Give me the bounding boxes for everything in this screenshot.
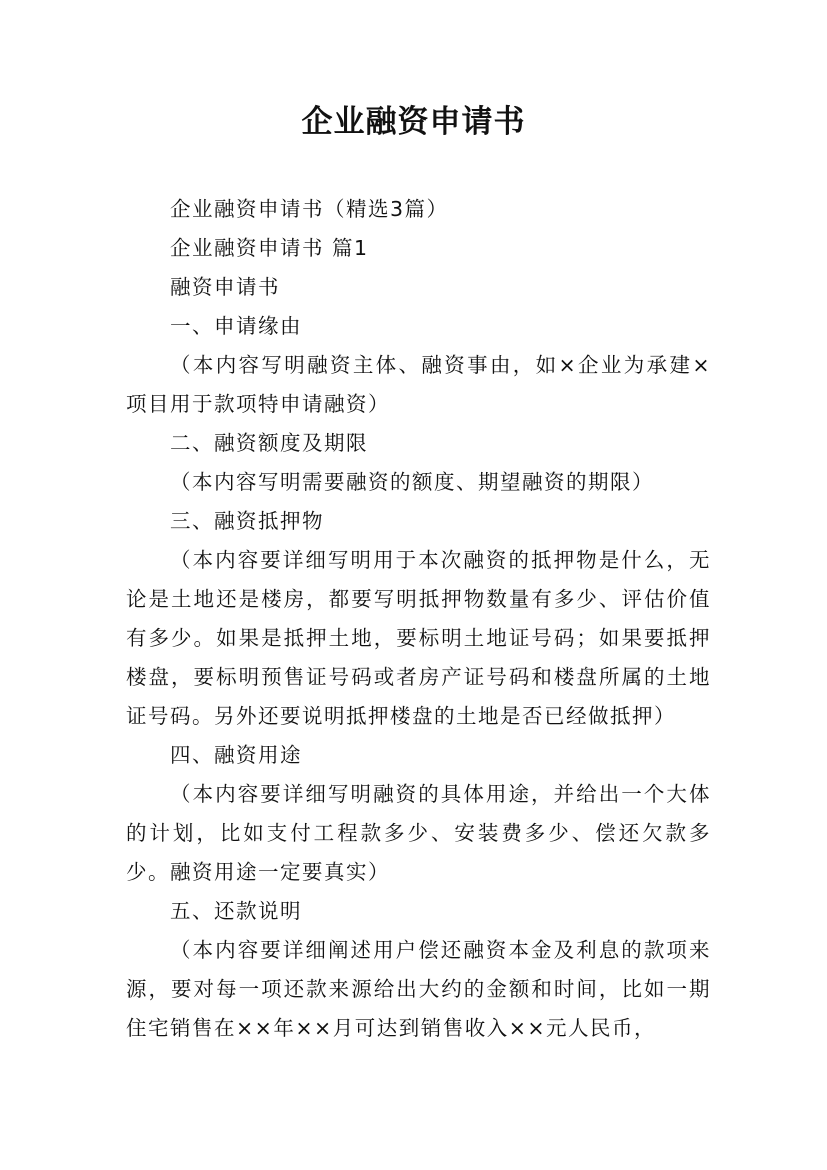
paragraph-application-reason: （本内容写明融资主体、融资事由，如×企业为承建×项目用于款项特申请融资） [126, 353, 711, 416]
paragraph-subtitle: 企业融资申请书（精选3篇） [170, 197, 449, 221]
heading-repayment: 五、还款说明 [170, 899, 302, 923]
heading-financing-use: 四、融资用途 [170, 743, 302, 767]
heading-application-reason: 一、申请缘由 [170, 314, 302, 338]
document-body [126, 190, 711, 1048]
heading-collateral: 三、融资抵押物 [170, 509, 324, 533]
document-title: 企业融资申请书 [301, 104, 526, 140]
paragraph-section-heading: 企业融资申请书 篇1 [170, 236, 369, 260]
paragraph-doc-heading: 融资申请书 [170, 275, 280, 299]
paragraph-repayment: （本内容要详细阐述用户偿还融资本金及利息的款项来源，要对每一项还款来源给出大约的金额和时间，比如一期住宅销售在××年××月可达到销售收入××元人民币， [126, 938, 711, 1040]
heading-financing-amount: 二、融资额度及期限 [170, 431, 368, 455]
paragraph-financing-amount: （本内容写明需要融资的额度、期望融资的期限） [170, 470, 654, 494]
paragraph-collateral: （本内容要详细写明用于本次融资的抵押物是什么，无论是土地还是楼房，都要写明抵押物数量有多少、评估价值有多少。如果是抵押土地，要标明土地证号码；如果要抵押楼盘，要标明预售证号码或者房产证号码和楼盘所属的土地证号码。另外还要说明抵押楼盘的土地是否已经做抵押） [126, 548, 711, 728]
paragraph-financing-use: （本内容要详细写明融资的具体用途，并给出一个大体的计划，比如支付工程款多少、安装费多少、偿还欠款多少。融资用途一定要真实） [126, 782, 711, 884]
